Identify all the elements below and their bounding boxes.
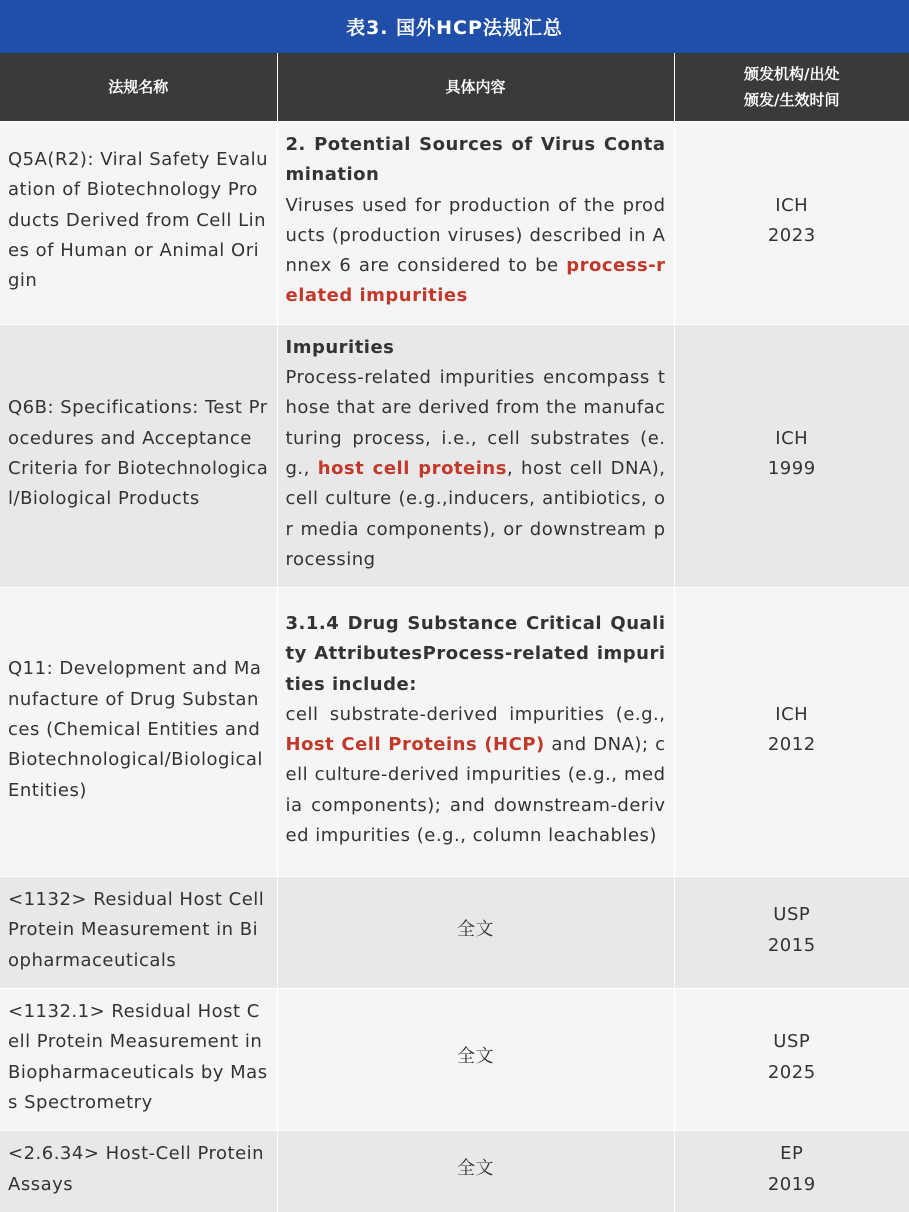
table-header-row [0,53,909,122]
year: 1999 [767,457,816,479]
regulation-name: <1132.1> Residual Host Cell Protein Measurement in Biopharmaceuticals by Mass Spectrometry [0,989,277,1131]
content-text: Viruses used for production of the products (production viruses) described in Annex 6 are considered to be [285,194,666,277]
regulation-name: <1132> Residual Host Cell Protein Measurement in Biopharmaceuticals [0,877,277,989]
table-row [0,122,909,325]
issuer-date [674,588,909,877]
regulation-content: 全文 [277,989,674,1131]
content-highlight: host cell proteins [317,457,507,479]
content-section-title: 2. Potential Sources of Virus Contamination [285,134,666,186]
regulation-content [277,324,674,587]
regulation-content [277,122,674,325]
issuer: USP [773,904,811,926]
issuer-date [674,877,909,989]
regulation-content [277,588,674,877]
issuer: ICH [775,427,809,449]
header-issuer-line: 颁发机构/出处 [744,65,840,83]
content-section-title: Impurities [285,336,395,358]
issuer-date [674,989,909,1131]
year: 2025 [767,1061,816,1083]
year: 2012 [767,734,816,756]
issuer-date [674,122,909,325]
regulation-name: Q5A(R2): Viral Safety Evaluation of Biotechnology Products Derived from Cell Lines of Human or Animal Origin [0,122,277,325]
table-row [0,989,909,1131]
header-content: 具体内容 [277,53,674,122]
header-date-line: 颁发/生效时间 [744,91,840,109]
header-regulation-name: 法规名称 [0,53,277,122]
table-title: 表3. 国外HCP法规汇总 [0,0,909,53]
issuer: ICH [775,194,809,216]
table-row [0,324,909,587]
regulation-name: Q11: Development and Manufacture of Drug Substances (Chemical Entities and Biotechnological/Biological Entities) [0,588,277,877]
content-highlight: process-related impurities [285,255,666,307]
regulation-name: Q6B: Specifications: Test Procedures and Acceptance Criteria for Biotechnological/Biological Products [0,324,277,587]
issuer-date [674,1131,909,1212]
table-row [0,877,909,989]
content-text-after: and DNA); cell culture-derived impurities (e.g., media components); and downstream-derived impurities (e.g., column leachables) [285,734,666,847]
issuer: EP [780,1143,804,1165]
issuer: ICH [775,703,809,725]
header-issuer-date [674,53,909,122]
issuer: USP [773,1031,811,1053]
regulations-table [0,53,909,1212]
content-highlight: Host Cell Proteins (HCP) [285,734,545,756]
year: 2019 [767,1173,816,1195]
content-section-title: 3.1.4 Drug Substance Critical Quality AttributesProcess-related impurities include: [285,612,666,695]
regulation-name: <2.6.34> Host-Cell Protein Assays [0,1131,277,1212]
table-row [0,588,909,877]
year: 2015 [767,934,816,956]
content-text: Process-related impurities encompass those that are derived from the manufacturing process, i.e., cell substrates (e.g., [285,367,666,479]
content-text: cell substrate-derived impurities (e.g., [285,703,666,725]
issuer-date [674,324,909,587]
regulation-content: 全文 [277,1131,674,1212]
regulation-content: 全文 [277,877,674,989]
year: 2023 [767,224,816,246]
table-row [0,1131,909,1212]
content-text-after: , host cell DNA), cell culture (e.g.,inducers, antibiotics, or media components), or downstream processing [285,457,666,570]
